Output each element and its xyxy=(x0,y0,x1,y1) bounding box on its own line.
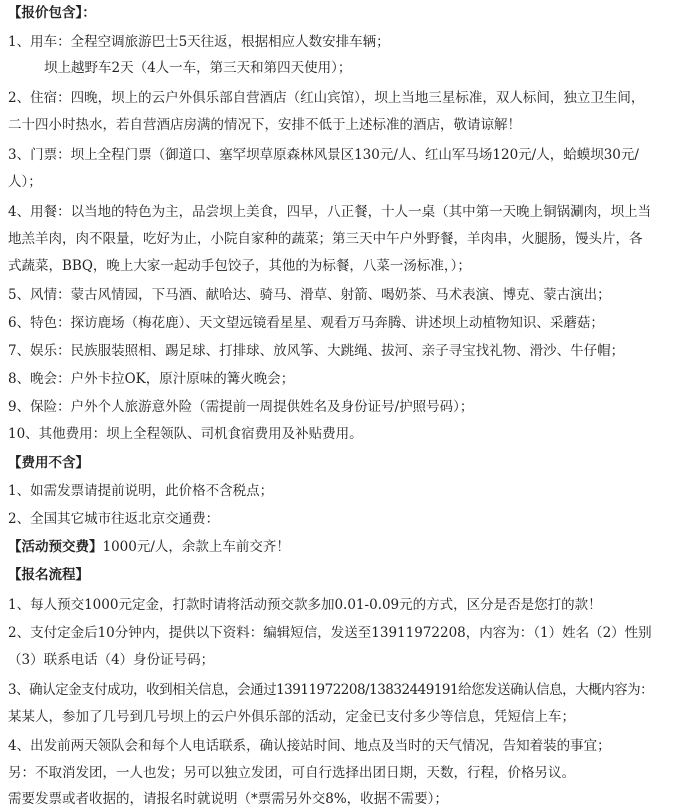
text-line: 9、保险：户外个人旅游意外险（需提前一周提供姓名及身份证号/护照号码）； xyxy=(8,399,474,415)
text-line: 1、如需发票请提前说明，此价格不含税点； xyxy=(8,483,274,499)
text-line: 2、支付定金后10分钟内，提供以下资料：编辑短信，发送至13911972208，内容为：（1）姓名（2）性别 xyxy=(8,625,652,641)
text-line: 1、每人预交1000元定金，打款时请将活动预交款多加0.01-0.09元的方式，区分是否是您打的款！ xyxy=(8,597,602,613)
text-line: 4、用餐：以当地的特色为主，品尝坝上美食，四早，八正餐，十人一桌（其中第一天晚上铜锅涮肉，坝上当 xyxy=(8,204,652,220)
text-line: 3、门票：坝上全程门票（御道口、塞罕坝草原森林风景区130元/人、红山军马场120元/人，蛤蟆坝30元/ xyxy=(8,147,639,163)
text-line: 地羔羊肉，肉不限量，吃好为止，小院自家种的蔬菜；第三天中午户外野餐，羊肉串，火腿肠，馒头片，各 xyxy=(8,231,643,247)
text-line: 某某人，参加了几号到几号坝上的云户外俱乐部的活动，定金已支付多少等信息，凭短信上车； xyxy=(8,709,575,725)
deposit-line xyxy=(8,534,676,560)
deposit-text: 1000元/人，余款上车前交齐！ xyxy=(102,539,290,555)
text-line: （3）联系电话（4）身份证号码； xyxy=(8,652,215,668)
text-line: 需要发票或者收据的，请报名时就说明（*票需另外交8%，收据不需要）； xyxy=(8,791,448,807)
text-line: 另：不取消发团，一人也发；另可以独立发团，可自行选择出团日期，天数，行程，价格另议。 xyxy=(8,765,575,781)
section-header-signup: 【报名流程】 xyxy=(8,567,89,583)
text-line: 2、全国其它城市往返北京交通费： xyxy=(8,511,220,527)
section-header-deposit: 【活动预交费】 xyxy=(8,539,103,555)
text-line: 7、娱乐：民族服装照相、踢足球、打排球、放风筝、大跳绳、拔河、亲子寻宝找礼物、滑沙、牛仔帽； xyxy=(8,343,625,359)
text-line: 10、其他费用：坝上全程领队、司机食宿费用及补贴费用。 xyxy=(8,426,363,442)
text-line: 人）； xyxy=(8,174,42,190)
text-line: 4、出发前两天领队会和每个人电话联系，确认接站时间、地点及当时的天气情况，告知着装的事宜； xyxy=(8,738,611,754)
text-line: 8、晚会：户外卡拉OK，原汁原味的篝火晚会； xyxy=(8,371,295,387)
section-header-included: 【报价包含】： xyxy=(8,5,96,21)
text-line: 5、风情：蒙古风情园，下马酒、献哈达、骑马、滑草、射箭、喝奶茶、马术表演、博克、蒙古演出； xyxy=(8,287,611,303)
text-line: 二十四小时热水，若自营酒店房满的情况下，安排不低于上述标准的酒店，敬请谅解！ xyxy=(8,117,521,133)
text-line: 式蔬菜，BBQ，晚上大家一起动手包饺子，其他的为标餐，八菜一汤标准，）； xyxy=(8,258,471,274)
text-line: 6、特色：探访鹿场（梅花鹿）、天文望远镜看星星、观看万马奔腾、讲述坝上动植物知识、采蘑菇； xyxy=(8,315,604,331)
text-line: 1、用车：全程空调旅游巴士5天往返，根据相应人数安排车辆； xyxy=(8,34,390,50)
text-line: 3、确认定金支付成功，收到相关信息，会通过13911972208/13832449191给您发送确认信息，大概内容为： xyxy=(8,682,654,698)
text-line: 坝上越野车2天（4人一车，第三天和第四天使用）； xyxy=(44,60,352,76)
section-header-excluded: 【费用不含】 xyxy=(8,455,89,471)
text-line: 2、住宿：四晚，坝上的云户外俱乐部自营酒店（红山宾馆），坝上当地三星标准，双人标间，独立卫生间， xyxy=(8,90,645,106)
